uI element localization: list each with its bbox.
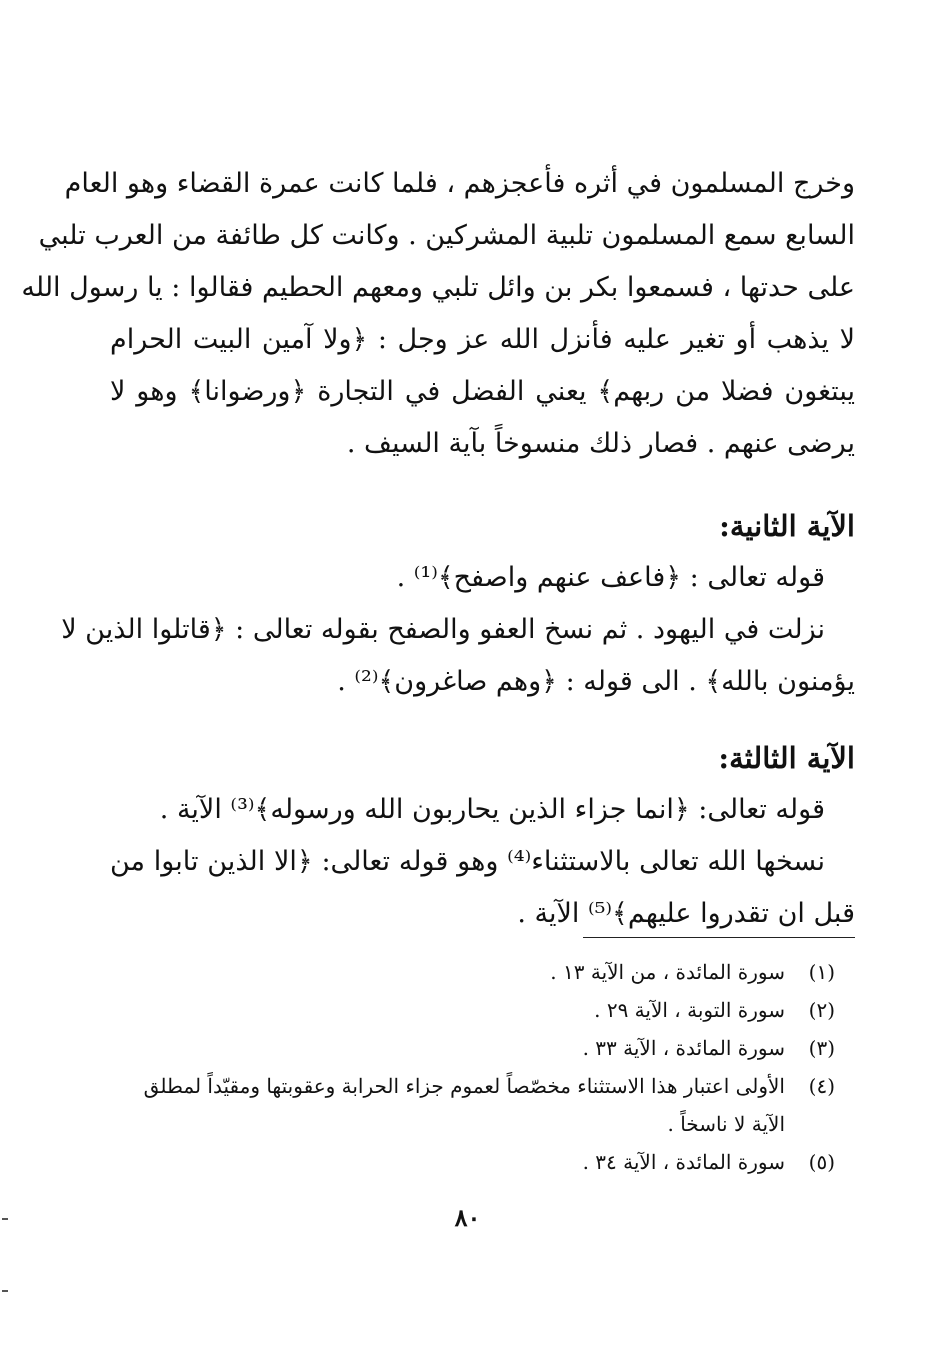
footnote-text: سورة المائدة ، الآية ٣٣ . [582, 1036, 785, 1060]
footnote-2 [135, 991, 835, 1029]
footnote-text: سورة المائدة ، الآية ٣٤ . [582, 1150, 785, 1174]
paragraph-1-line-1: وخرج المسلمون في أثره فأعجزهم ، فلما كانت عمرة القضاء وهو العام [64, 168, 855, 199]
section-3-line-1: قوله تعالى: ﴿انما جزاء الذين يحاربون الله ورسوله﴾⁽³⁾ الآية . [159, 794, 825, 825]
section-2-line-1: قوله تعالى : ﴿فاعف عنهم واصفح﴾⁽¹⁾ . [396, 562, 825, 593]
section-2-heading: الآية الثانية: [719, 509, 855, 543]
footnote-text: سورة التوبة ، الآية ٢٩ . [594, 998, 785, 1022]
footnote-4 [135, 1067, 835, 1105]
section-2-line-3: يؤمنون بالله﴾ . الى قوله : ﴿وهم صاغرون﴾⁽²⁾ . [337, 666, 855, 697]
paragraph-1-line-4: لا يذهب أو تغير عليه فأنزل الله عز وجل : ﴿ولا آمين البيت الحرام [110, 324, 855, 355]
section-3-line-2: نسخها الله تعالى بالاستثناء⁽⁴⁾ وهو قوله تعالى: ﴿الا الذين تابوا من [110, 846, 825, 877]
paragraph-1-line-6: يرضى عنهم . فصار ذلك منسوخاً بآية السيف . [346, 428, 855, 459]
footnote-number: (٤) [808, 1074, 835, 1098]
paragraph-1-line-5: يبتغون فضلا من ربهم﴾ يعني الفضل في التجارة ﴿ورضوانا﴾ وهو لا [110, 376, 855, 407]
paragraph-1-line-2: السابع سمع المسلمون تلبية المشركين . وكانت كل طائفة من العرب تلبي [38, 220, 855, 251]
page-number: ٨٠ [454, 1203, 481, 1232]
footnote-number: (٥) [808, 1150, 835, 1174]
footnote-3 [135, 1029, 835, 1067]
footnote-text: سورة المائدة ، من الآية ١٣ . [550, 960, 785, 984]
footnote-4-continuation: الآية لا ناسخاً . [667, 1112, 785, 1136]
footnotes [135, 953, 835, 1181]
scan-speck [2, 1218, 8, 1220]
footnote-number: (١) [808, 960, 835, 984]
footnote-text: الأولى اعتبار هذا الاستثناء مخصّصاً لعموم جزاء الحرابة وعقوبتها ومقيّداً لمطلق [143, 1074, 785, 1098]
main-text [21, 158, 855, 940]
section-2-line-2: نزلت في اليهود . ثم نسخ العفو والصفح بقوله تعالى : ﴿قاتلوا الذين لا [61, 614, 825, 645]
section-3-heading: الآية الثالثة: [718, 741, 855, 775]
scan-speck [2, 1290, 8, 1292]
paragraph-1-line-3: على حدتها ، فسمعوا بكر بن وائل تلبي ومعهم الحطيم فقالوا : يا رسول الله [21, 272, 855, 303]
footnote-number: (٢) [808, 998, 835, 1022]
section-3-line-3: قبل ان تقدروا عليهم﴾⁽⁵⁾ الآية . [517, 898, 855, 929]
footnote-1 [135, 953, 835, 991]
footnote-number: (٣) [808, 1036, 835, 1060]
footnote-5 [135, 1143, 835, 1181]
footnote-separator [583, 937, 855, 938]
